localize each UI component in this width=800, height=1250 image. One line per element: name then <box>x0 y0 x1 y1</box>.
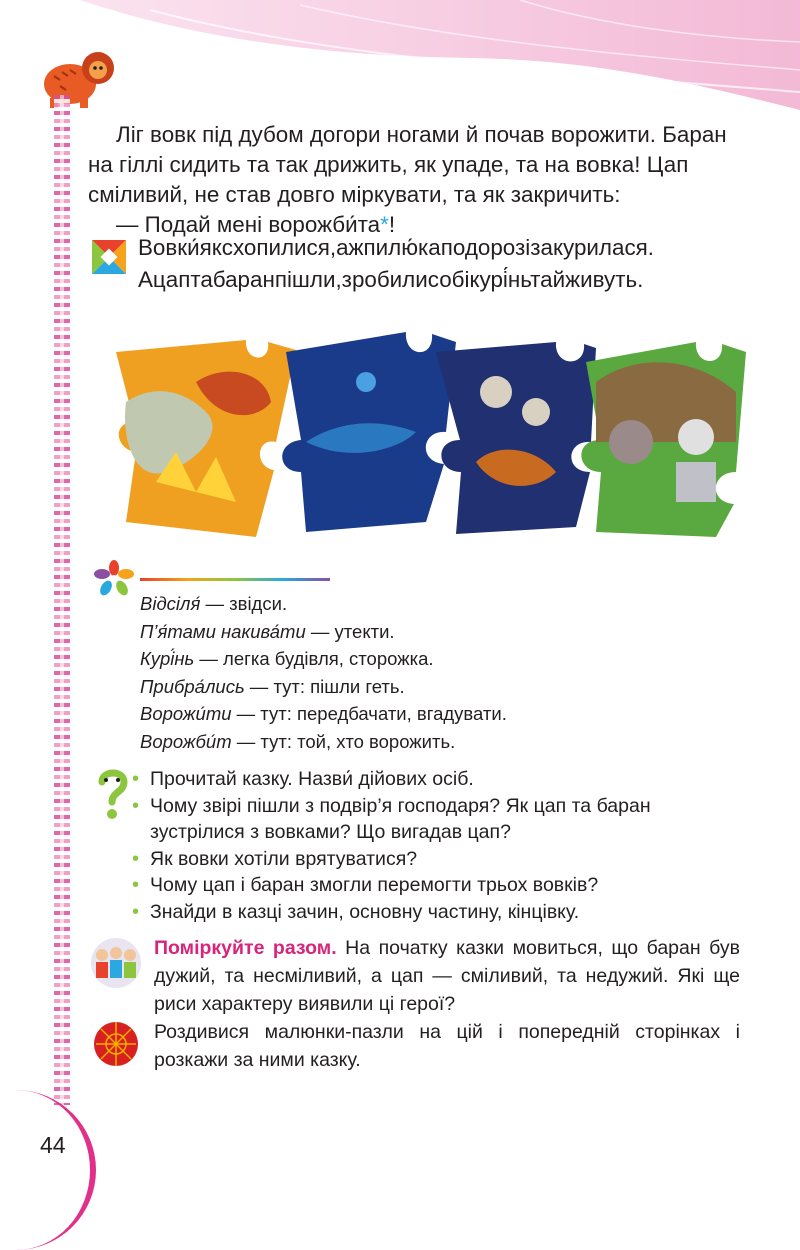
puzzle-illustration <box>96 322 756 547</box>
red-ball-icon <box>92 1020 140 1068</box>
header-decoration <box>0 0 800 120</box>
glossary-item: Відсіля́ — звідси. <box>140 593 288 614</box>
list-item: • Знайди в казці зачин, основну частину, кінцівку. <box>128 899 748 926</box>
glossary-item: П’я́тами накива́ти — утекти. <box>140 620 395 642</box>
glossary-item: Прибра́лись — тут: пішли геть. <box>140 675 405 697</box>
list-item: • Чому цап і баран змогли перемогти трьох вовків? <box>128 872 748 899</box>
jumbled-text <box>138 232 758 296</box>
list-item: • Прочитай казку. Назви́ дійових осіб. <box>128 766 748 793</box>
think-together-lead: Поміркуйте разом. <box>154 937 337 959</box>
look-and-tell-task: Роздивися малюнки-пазли на цій і попередній сторінках і розкажи за ними казку. <box>154 1021 740 1071</box>
pinwheel-icon <box>92 560 136 596</box>
glossary-item: Ворожби́т — тут: той, хто ворожить. <box>140 730 456 752</box>
page-corner-arc <box>0 1090 96 1250</box>
glossary-item: Ворожи́ти — тут: передбачати, вгадувати. <box>140 703 507 724</box>
glossary-divider <box>140 578 330 581</box>
lion-icon <box>40 46 116 110</box>
think-together-task: Поміркуйте разом. На початку казки мовиться, що баран був дужий, та несміливий, а цап — сміливий, та недужий. Які ще риси характеру виявили ці герої? <box>154 937 741 1015</box>
glossary-item: Курі́нь — легка будівля, сторожка. <box>140 648 434 669</box>
footnote-star: * <box>380 212 389 237</box>
glossary <box>140 590 700 755</box>
page-number: 44 <box>40 1132 66 1158</box>
question-mark-icon <box>92 768 132 820</box>
question-list <box>128 766 748 925</box>
jumbled-line-1: Вовки́яксхопилися,ажпилю́каподорозізакурилася. <box>138 235 654 260</box>
story-paragraph-1: Ліг вовк під дубом догори ногами й почав ворожити. Баран на гіллі сидить та так дрижить, як упаде, та на вовка! Цап сміливий, не став довго міркувати, та як закричить: <box>88 122 727 207</box>
list-item: • Як вовки хотіли врятуватися? <box>128 846 748 873</box>
children-icon <box>90 937 142 989</box>
side-ornament <box>54 95 70 1105</box>
story-text <box>88 120 748 240</box>
story-paragraph-2: — Подай мені ворожби́та*! <box>116 212 396 237</box>
list-item: • Чому звірі пішли з подвір’я господаря? Як цап та баран зустрілися з вовками? Що вигадав цап? <box>128 793 748 846</box>
color-square-icon <box>92 240 126 274</box>
jumbled-line-2: Ацаптабаранпішли,зробилисобікурі́ньтайживуть. <box>138 267 644 292</box>
